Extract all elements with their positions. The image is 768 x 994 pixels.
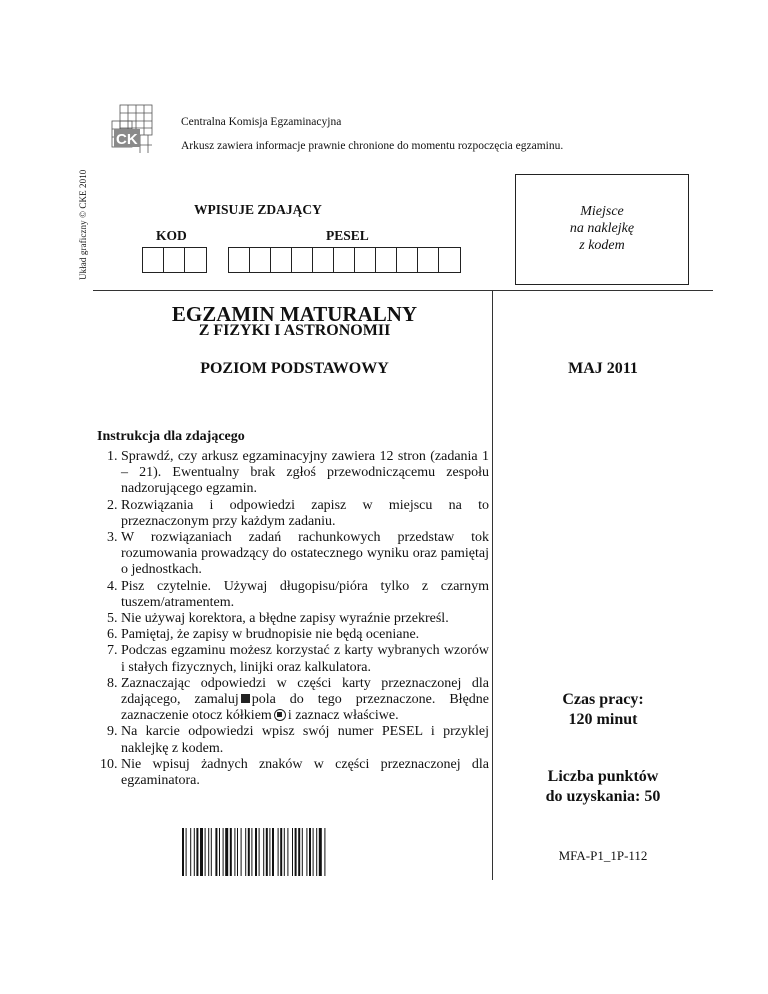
points-label: Liczba punktów (547, 768, 659, 785)
kod-input-boxes[interactable] (142, 247, 207, 273)
time-label: Czas pracy: (562, 691, 644, 708)
instruction-item: 2. Rozwiązania i odpowiedzi zapisz w miejscu na to przeznaczonym przy każdym zadaniu. (121, 498, 489, 530)
protected-notice: Arkusz zawiera informacje prawnie chronione do momentu rozpoczęcia egzaminu. (181, 140, 564, 152)
copyright-note: Układ graficzny © CKE 2010 (78, 169, 88, 280)
svg-text:CK: CK (116, 131, 138, 148)
points-value: do uzyskania: 50 (545, 788, 661, 805)
instruction-item: 7. Podczas egzaminu możesz korzystać z karty wybranych wzorów i stałych fizycznych, linijki oraz kalkulatora. (121, 643, 489, 675)
time-value: 120 minut (568, 711, 638, 728)
instructions-heading: Instrukcja dla zdającego (97, 429, 245, 444)
sticker-line-2: na naklejkę (569, 221, 635, 236)
kod-label: KOD (156, 228, 187, 243)
horizontal-divider (93, 290, 713, 291)
instruction-item: 1. Sprawdź, czy arkusz egzaminacyjny zawiera 12 stron (zadania 1 – 21). Ewentualny brak zgłoś przewodniczącemu zespołu nadzorującego egzamin. (121, 449, 489, 498)
barcode (182, 828, 400, 876)
instruction-8-part-2: pola do tego przeznaczone. Błędne zaznaczenie otocz kółkiem (121, 692, 489, 724)
instruction-item: 5. Nie używaj korektora, a błędne zapisy wyraźnie przekreśl. (121, 611, 489, 627)
instruction-item (121, 676, 489, 725)
time-info (493, 690, 713, 730)
instruction-8-part-3: i zaznacz właściwe. (287, 708, 399, 724)
exam-level: POZIOM PODSTAWOWY (200, 360, 389, 377)
instruction-item: 4. Pisz czytelnie. Używaj długopisu/pióra tylko z czarnym tuszem/atramentem. (121, 579, 489, 611)
pesel-input-boxes[interactable] (228, 247, 461, 273)
commission-name: Centralna Komisja Egzaminacyjna (181, 116, 342, 128)
filled-square-icon (241, 694, 250, 703)
sticker-line-3: z kodem (579, 238, 625, 253)
sticker-line-1: Miejsce (580, 204, 624, 219)
pesel-label: PESEL (326, 228, 369, 243)
instruction-item: 6. Pamiętaj, że zapisy w brudnopisie nie będą oceniane. (121, 627, 489, 643)
instruction-8-part-1: Zaznaczając odpowiedzi w części karty przeznaczonej dla zdającego, zamaluj (121, 675, 489, 708)
exam-title: EGZAMIN MATURALNY (171, 302, 418, 326)
exam-session: MAJ 2011 (568, 360, 638, 377)
instruction-item: 10. Nie wpisuj żadnych znaków w części przeznaczonej dla egzaminatora. (121, 757, 489, 789)
sticker-placeholder (515, 174, 689, 285)
student-fill-title: WPISUJE ZDAJĄCY (194, 202, 322, 217)
instruction-item: 3. W rozwiązaniach zadań rachunkowych przedstaw tok rozumowania prowadzący do ostatecznego wyniku oraz pamiętaj o jednostkach. (121, 530, 489, 579)
circled-square-icon (274, 709, 286, 721)
points-info (493, 767, 713, 807)
exam-subtitle: Z FIZYKI I ASTRONOMII (198, 322, 391, 339)
exam-code: MFA-P1_1P-112 (558, 848, 648, 863)
instructions-list (97, 449, 489, 789)
instruction-item: 9. Na karcie odpowiedzi wpisz swój numer PESEL i przyklej naklejkę z kodem. (121, 724, 489, 756)
cke-logo (110, 103, 156, 155)
